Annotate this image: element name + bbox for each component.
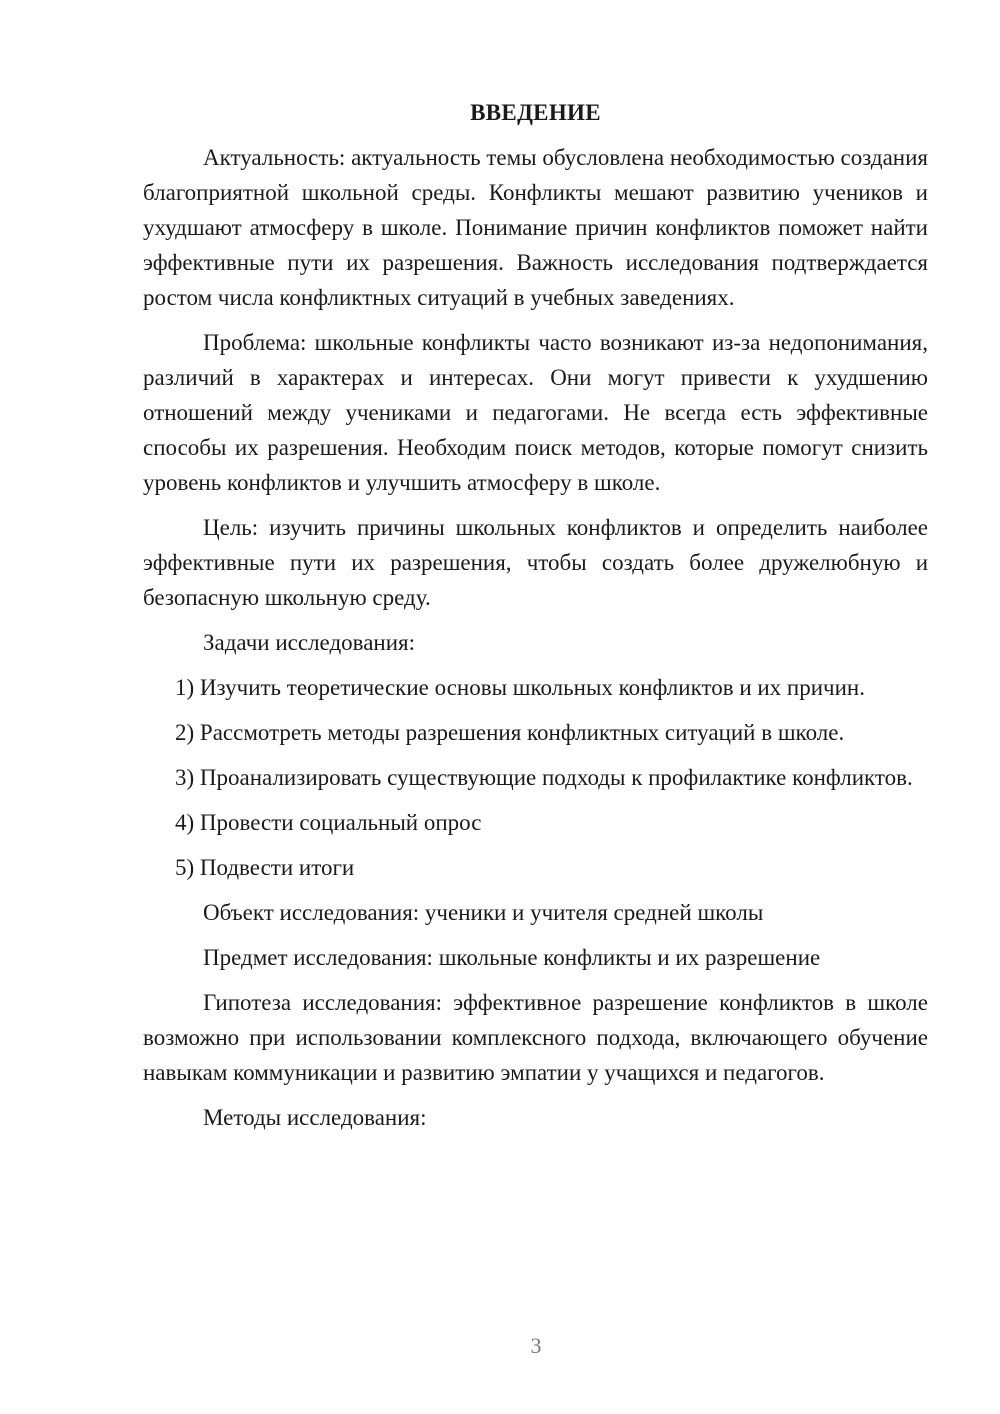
methods-heading: Методы исследования: — [203, 1105, 427, 1130]
task-item-4: 4) Провести социальный опрос — [175, 810, 482, 835]
paragraph-object: Объект исследования: ученики и учителя средней школы — [203, 900, 764, 925]
task-item-3: 3) Проанализировать существующие подходы к профилактике конфликтов. — [175, 765, 913, 790]
paragraph-relevance: Актуальность: актуальность темы обусловлена необходимостью создания благоприятной школьной среды. Конфликты мешают развитию учеников и ухудшают атмосферу в школе. Понимание причин конфликтов поможет найти эффективные пути их разрешения. Важность исследования подтверждается ростом числа конфликтных ситуаций в учебных заведениях. — [143, 145, 929, 310]
tasks-heading: Задачи исследования: — [203, 630, 416, 655]
task-item-5: 5) Подвести итоги — [175, 855, 355, 880]
task-item-2: 2) Рассмотреть методы разрешения конфликтных ситуаций в школе. — [175, 720, 845, 745]
page-number: 3 — [530, 1333, 542, 1358]
paragraph-subject: Предмет исследования: школьные конфликты и их разрешение — [203, 945, 821, 970]
paragraph-goal: Цель: изучить причины школьных конфликтов и определить наиболее эффективные пути их разрешения, чтобы создать более дружелюбную и безопасную школьную среду. — [143, 515, 928, 610]
section-title: ВВЕДЕНИЕ — [470, 100, 601, 125]
paragraph-hypothesis: Гипотеза исследования: эффективное разрешение конфликтов в школе возможно при использовании комплексного подхода, включающего обучение навыкам коммуникации и развитию эмпатии у учащихся и педагогов. — [143, 990, 928, 1085]
paragraph-problem: Проблема: школьные конфликты часто возникают из-за недопонимания, различий в характерах и интересах. Они могут привести к ухудшению отношений между учениками и педагогами. Не всегда есть эффективные способы их разрешения. Необходим поиск методов, которые помогут снизить уровень конфликтов и улучшить атмосферу в школе. — [143, 330, 928, 495]
task-item-1: 1) Изучить теоретические основы школьных конфликтов и их причин. — [175, 675, 865, 700]
page-content — [143, 95, 928, 1145]
